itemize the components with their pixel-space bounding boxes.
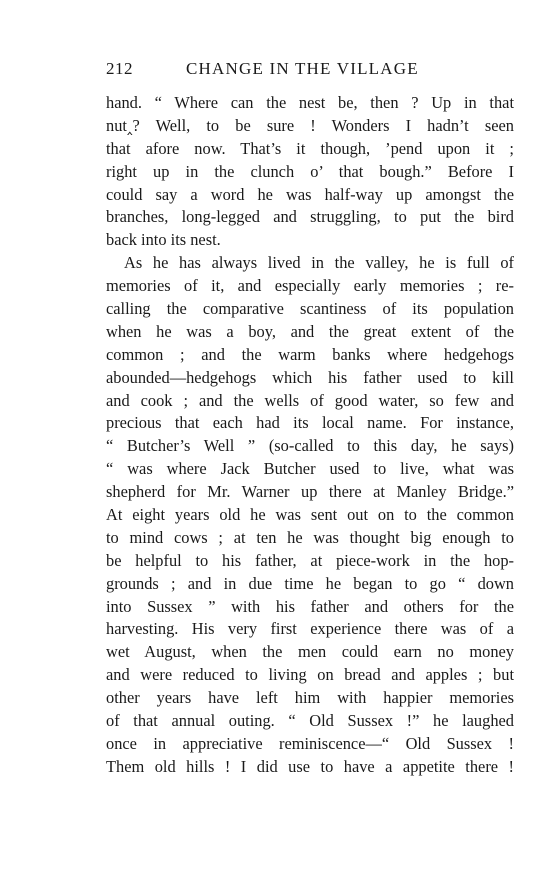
text-line: to mind cows ; at ten he was thought big enough to [106, 527, 514, 547]
text-line: At eight years old he was sent out on to the common [106, 505, 514, 525]
running-head: CHANGE IN THE VILLAGE [186, 59, 419, 78]
text-line: abounded—hedgehogs which his father used to kill [106, 367, 514, 387]
page-number: 212 [106, 59, 133, 78]
text-line: precious that each had its local name. For instance, [106, 413, 514, 433]
body-text [106, 92, 514, 779]
text-line: common ; and the warm banks where hedgehogs [106, 344, 514, 364]
text-line: memories of it, and especially early memories ; re- [106, 276, 514, 296]
text-line: when he was a boy, and the great extent of the [106, 321, 514, 341]
paragraph-start-line: As he has always lived in the valley, he is full of [124, 253, 514, 273]
text-line: branches, long-legged and struggling, to put the bird [106, 207, 514, 227]
text-line: and cook ; and the wells of good water, so few and [106, 390, 514, 410]
text-line: Them old hills ! I did use to have a appetite there ! [106, 756, 514, 776]
text-line: calling the comparative scantiness of its population [106, 299, 514, 319]
paragraph-end-line: back into its nest. [106, 230, 221, 250]
text-line: nut‸? Well, to be sure ! Wonders I hadn’t seen [106, 115, 514, 135]
text-line: grounds ; and in due time he began to go “ down [106, 573, 514, 593]
text-line: that afore now. That’s it though, ’pend upon it ; [106, 138, 514, 158]
text-line: right up in the clunch o’ that bough.” Before I [106, 161, 514, 181]
text-line: hand. “ Where can the nest be, then ? Up in that [106, 93, 514, 112]
text-line: “ was where Jack Butcher used to live, what was [106, 459, 514, 479]
text-line: be helpful to his father, at piece-work in the hop- [106, 550, 514, 570]
text-line: “ Butcher’s Well ” (so-called to this day, he says) [106, 436, 514, 456]
text-line: wet August, when the men could earn no money [106, 642, 514, 662]
text-line: harvesting. His very first experience there was of a [106, 619, 514, 639]
text-line: once in appreciative reminiscence—“ Old Sussex ! [106, 733, 514, 753]
text-line: shepherd for Mr. Warner up there at Manley Bridge.” [106, 482, 514, 502]
text-line: could say a word he was half-way up amongst the [106, 184, 514, 204]
text-line: and were reduced to living on bread and apples ; but [106, 665, 514, 685]
text-line: of that annual outing. “ Old Sussex !” he laughed [106, 711, 514, 731]
text-line: other years have left him with happier memories [106, 688, 514, 708]
text-line: into Sussex ” with his father and others for the [106, 596, 514, 616]
page-header [106, 59, 514, 85]
